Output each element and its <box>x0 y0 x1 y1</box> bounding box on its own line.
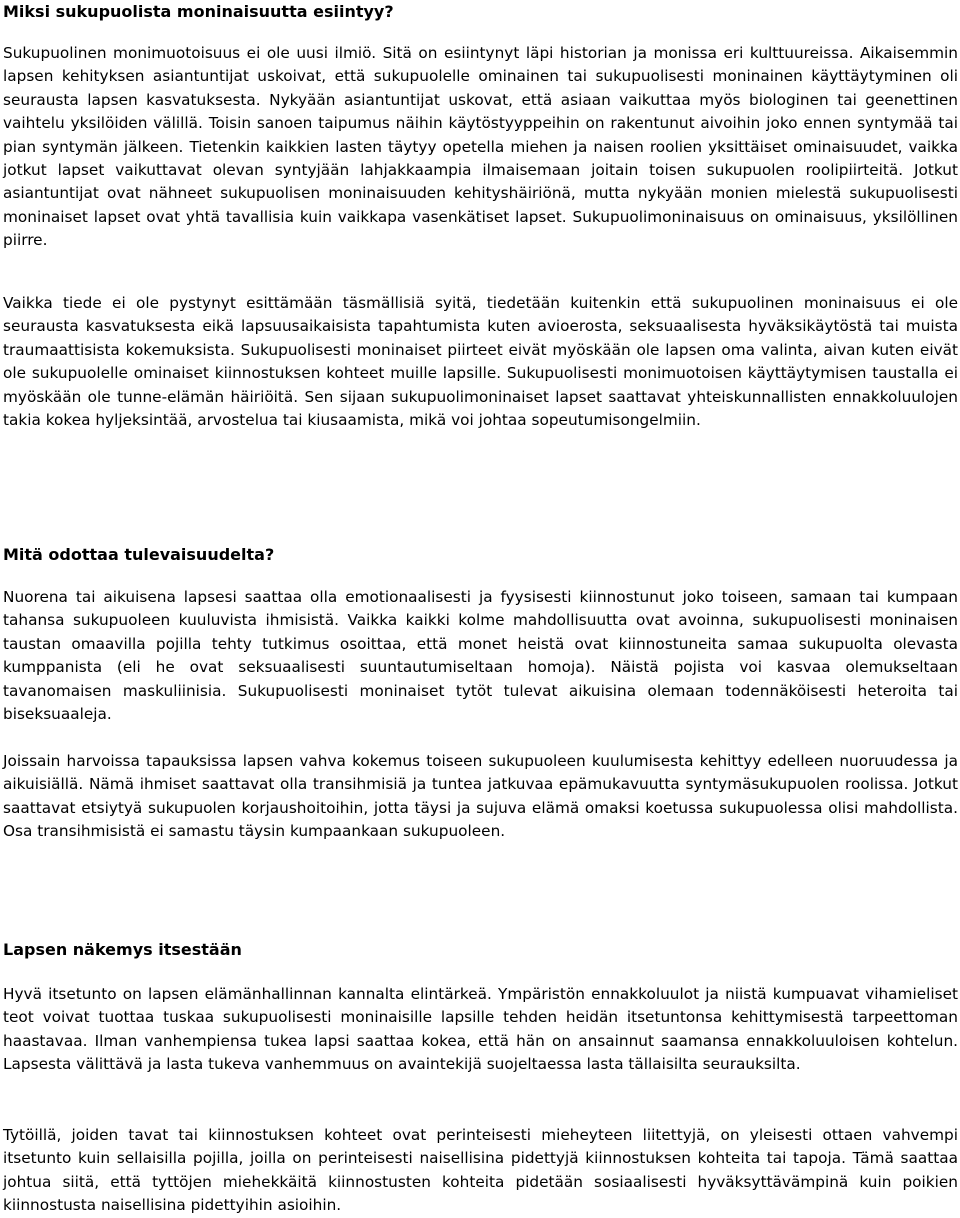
section-heading-self-view: Lapsen näkemys itsestään <box>3 940 242 959</box>
paragraph-future-2: Joissain harvoissa tapauksissa lapsen vahva kokemus toiseen sukupuoleen kuulumisesta kehittyy edelleen nuoruudessa ja aikuisiällä. Nämä ihmiset saattavat olla transihmisiä ja tuntea jatkuvaa epämukavuutta syntymäsukupuolen roolissa. Jotkut saattavat etsiytyä sukupuolen korjaushoitoihin, jotta täysi ja sujuva elämä omaksi koetussa sukupuolessa olisi mahdollista. Osa transihmisistä ei samastu täysin kumpaankaan sukupuoleen. <box>3 752 958 841</box>
paragraph-self-view-2: Tytöillä, joiden tavat tai kiinnostuksen kohteet ovat perinteisesti mieheyteen liitettyjä, on yleisesti ottaen vahvempi itsetunto kuin sellaisilla pojilla, joilla on perinteisesti naisellisina pidettyjä kiinnostuksen kohteita tai tapoja. Tämä saattaa johtua siitä, että tyttöjen miehekkäitä kiinnostusten kohteita pidetään sosiaalisesti hyväksyttävämpinä kuin poikien kiinnostusta naisellisina pidettyihin asioihin. <box>3 1126 958 1215</box>
paragraph-why-1: Sukupuolinen monimuotoisuus ei ole uusi ilmiö. Sitä on esiintynyt läpi historian ja monissa eri kulttuureissa. Aikaisemmin lapsen kehityksen asiantuntijat uskoivat, että sukupuolelle ominainen tai sukupuolisesti moninainen käyttäytyminen oli seurausta lapsen kasvatuksesta. Nykyään asiantuntijat uskovat, että asiaan vaikuttaa myös biologinen tai geenettinen vaihtelu yksilöiden välillä. Toisin sanoen taipumus näihin käytöstyyppeihin on rakentunut aivoihin joko ennen syntymää tai pian syntymän jälkeen. Tietenkin kaikkien lasten täytyy opetella miehen ja naisen roolien yksittäiset ominaisuudet, vaikka jotkut lapset vaikuttavat olevan syntyjään lahjakkaampia ilmaisemaan joitain toisen sukupuolen roolipiirteitä. Jotkut asiantuntijat ovat nähneet sukupuolisen moninaisuuden kehityshäiriönä, mutta nykyään monien mielestä sukupuolisesti moninaiset lapset ovat yhtä tavallisia kuin vaikkapa vasenkätiset lapset. Sukupuolimoninaisuus on ominaisuus, yksilöllinen piirre. <box>3 44 958 250</box>
paragraph-self-view-1: Hyvä itsetunto on lapsen elämänhallinnan kannalta elintärkeä. Ympäristön ennakkoluulot ja niistä kumpuavat vihamieliset teot voivat tuottaa tuskaa sukupuolisesti moninaisille lapsille tehden heidän itsetuntonsa kehittymisestä tarpeettoman haastavaa. Ilman vanhempiensa tukea lapsi saattaa kokea, että hän on ansainnut saamansa ennakkoluuloisen kohtelun. Lapsesta välittävä ja lasta tukeva vanhemmuus on avaintekijä suojeltaessa lasta tällaisilta seurauksilta. <box>3 985 958 1074</box>
section-heading-future: Mitä odottaa tulevaisuudelta? <box>3 545 275 564</box>
paragraph-why-2: Vaikka tiede ei ole pystynyt esittämään täsmällisiä syitä, tiedetään kuitenkin että sukupuolinen moninaisuus ei ole seurausta kasvatuksesta eikä lapsuusaikaisista tapahtumista kuten avioerosta, seksuaalisesta hyväksikäytöstä tai muista traumaattisista kokemuksista. Sukupuolisesti moninaiset piirteet eivät myöskään ole lapsen oma valinta, aivan kuten eivät ole sukupuolelle ominaiset kiinnostuksen kohteet muille lapsille. Sukupuolisesti monimuotoisen käyttäytymisen taustalla ei myöskään ole tunne-elämän häiriöitä. Sen sijaan sukupuolimoninaiset lapset saattavat yhteiskunnallisten ennakkoluulojen takia kokea hyljeksintää, arvostelua tai kiusaamista, mikä voi johtaa sopeutumisongelmiin. <box>3 294 958 430</box>
section-heading-why: Miksi sukupuolista moninaisuutta esiintyy? <box>3 2 394 21</box>
paragraph-future-1: Nuorena tai aikuisena lapsesi saattaa olla emotionaalisesti ja fyysisesti kiinnostunut joko toiseen, samaan tai kumpaan tahansa sukupuoleen kuuluvista ihmisistä. Vaikka kaikki kolme mahdollisuutta ovat avoinna, sukupuolisesti moninaisen taustan omaavilla pojilla tehty tutkimus osoittaa, että monet heistä ovat kiinnostuneita samaa sukupuolta olevasta kumppanista (eli he ovat seksuaalisesti suuntautumiseltaan homoja). Näistä pojista voi kasvaa olemukseltaan tavanomaisen maskuliinisia. Sukupuolisesti moninaiset tytöt tulevat aikuisina olemaan todennäköisesti heteroita tai biseksuaaleja. <box>3 588 958 724</box>
